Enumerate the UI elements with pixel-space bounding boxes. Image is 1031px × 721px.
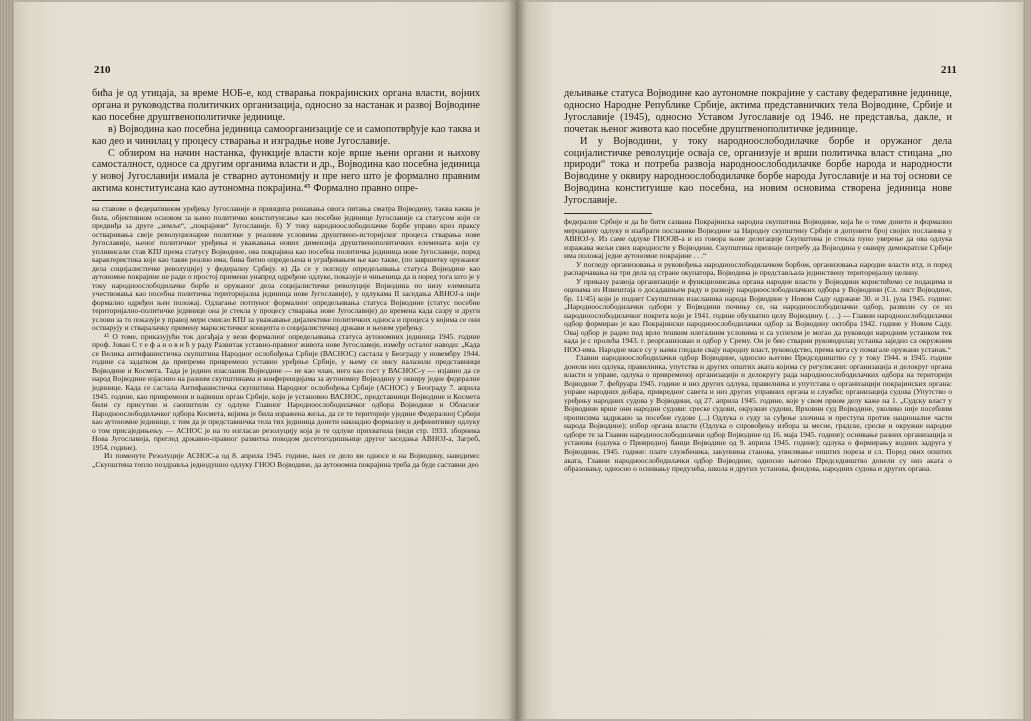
- footnote: У погледу организовања и руковођења народноослободилачком борбом, организовања народне власти итд. и поред распарчавања на три дела од стране окупатора, Војводина је представљала јединствену територијалну целину.: [564, 259, 952, 278]
- footnote-separator: [92, 200, 180, 201]
- paragraph: в) Војводина као посебна јединица самоорганизације се и самопотврђује као таква и као део и чинилац у процесу стварања и изградње нове Југославије.: [92, 123, 480, 147]
- book-gutter: [508, 0, 526, 721]
- text-column: [92, 88, 480, 469]
- paragraph: И у Војводини, у току народноослободилачке борбе и оружаног дела социјалистичке револуције освајa се, организује и врши политичка власт стицана „по природи“ тока и потреба развоја народноослободилачке борбе народа и народности Војводине у оквиру народноослободилачке борбе народа Југославије и на тој основи се Војводина конституише као посебна, на новим основима створена јединица нове Југославије.: [564, 135, 952, 207]
- footnotes: [92, 205, 480, 469]
- right-page: [516, 2, 1029, 719]
- footnote: федералне Србије и да ће бити сазвана Покрајинска народна скупштина Војводине, која ће о томе донети и формално меродавну одлуку и изабрати посланике Војводине за Народну скупштину Србије и допунити број својих посланика у АВНОЈ-у. Из саме одлуке ГНООВ-а и из говора њове делегације Скупштина је стекла пуно уверење да ова одлука изражава жељи свих народности у Војводини. Скупштина признаје потребу да Војводина у оквиру демократске Србије има положај једне аутономне покрајине . . .“: [564, 217, 952, 261]
- page-number: 211: [941, 64, 957, 76]
- paragraph: бића је од утицаја, за време НОБ-е, код стварања покрајинских органа власти, војних органа и руководства политичких организација, односно за настанак и развој Војводине као посебне друштвенополитичке јединице.: [92, 88, 480, 123]
- left-page: [0, 2, 516, 719]
- paragraph: дељивање статуса Војводине као аутономне покрајине у саставу федеративне јединице, односно Народне Републике Србије, актима представничких тела Војводине, Србије и Југославије (1945), односно Уставом Југославије од 1946. не представља, дакле, и почетак њеног живота као посебне друштвенополитичке јединице.: [564, 88, 952, 135]
- page-number: 210: [94, 64, 111, 76]
- footnote-separator: [564, 213, 652, 214]
- main-text: [564, 88, 952, 207]
- footnote: Из поменуте Резолуције АСНОС-а од 8. априла 1945. године, њих се дело ви односе и на Војводину, наводимо: „Скупштина топло поздравља једнодушно одлуку ГНОО Војводине, да аутономна покрајина треба да буде саставни део: [92, 451, 480, 469]
- page-edges-right: [1023, 0, 1031, 721]
- main-text: [92, 88, 480, 195]
- text-column: [564, 88, 952, 474]
- footnote: Главни народноослободилачки одбор Војводине, односно његово Председништво су у току 1944. и 1945. године донели низ одлука, правилника, упутства и других општих аката којима су регулисани: организација и делокруг органа власти и управе, одлука о привременој организацији и делокругу рада народноослободилачких одбора на територији Војводине 7. фебруара 1945. године и низ других одлука, правилника и упутстава о организацији покрајинских органа: управе народних добара, привредног савета и низ других управних органа и служби; организација судова (Упутство о уређењу народних судова у Војводини, од 27. априла 1945. године, које у свом првом делу каже на 1. „Судску власт у Војводини врше они народни судови: среске судови, окружни судови, Врховни суд Војводине, уколико није посебним прописима задржано за посебне судове (...) Одлука о суду за суђење злочина и преступа против националне части народа Војводине); избор органа власти (Одлука о спровођењу избора за месне, градске, среске и окружне народне одборе те за Главни народноослободилачки одбор Војводине од 16. маја 1945. године); оснивање разних организација и установа (одлука о Привредној банци Војводине од 9. априла 1945. године); одлука о формирању водних задруга у Војводини, 1945. године: плате службеника, закупнина станова, уписивање општих пореза и сл. Поред ових општих аката, Главни народноослободилачки одбор Војводине, односно његово Председништво донели су низ аката о образовању, односно о оснивању предузећа, школа и других установа, фондова, народних судова и других органа.: [564, 353, 952, 474]
- footnote: У приказу развоја организације и функционисања органа народне власти у Војводини користићемо се подацима и оценама из Извештаја о досадашњем раду и развоју народноослободилачких одбора у Војводини (Сл. лист Војводине, бр. 11/45) који је поднет Скупштини изасланика народа Војводине у Новом Саду одржане 30. и 31. јула 1945. године: „Народноослободилачки одбори у Војводини почињу се, на народноослободилачки одбор, развили су се из народноослободилачког покрета који је 1941. године обухватио целу Војводину. (. . .) — Главни народноослободилачки одбор формиран је као Покрајински народноослободилачки одбор за Војводину октобра 1942. године у Новом Саду. Овај одбор је радио под врло тешким илегалним условима и са успехом је могао да руководи народним устанком тек када је с пролећа 1943. г. реорганизован и одбор у Срему. Он је био стварни руководилац устанка заједно са окружним НОО-има. Народне масе су у њима гледале свају народну власт, руководство, према кога су помагале оружани устанак.“: [564, 276, 952, 354]
- footnote: ⁴⁵ О томе, приказујући ток догађаја у вези формалног опредељивања статуса аутономних јединица 1945. године проф. Јован С т е ф а н о в и ћ у раду Развитак уставно-правног живота нове Југославије, између осталог наводи: „Када се Велика антифашистичка скупштина Народног ослобођења Србије (ВАСНОС) састала у Београду у новембру 1944. године са задатком да припреми привремено уставно уређење Србије, у њему се нису налазили представници Војводине и Космета. Тада је једино изасланик Војводине — не као члан, него као гост у ВАСНОС-у — изјавио да се народ Војводине изјаснио на разним скупштинама и конференцијама за аутономну Војводину у оквиру једне федералне јединице. Када се састала Антифашистичка скупштина Народног ослобођења Србије (АСНОС) у Београду 7. априла 1945. године, као привремени и највиши орган Србије, који је установио ВАСНОС, представници Војводине и Космета били су присутни и саопштили су одлуке Главног Народноослободилачког одбора Војводине и Обласног Народноослободилачког одбора Космета, којима је била изражена жеља, да се те територије уједине Федералној Србији као аутономне јединице, с тим да је представничка тела тих јединица донети накнадно формалну и дефинитивну одлуку о том присаједињењу. — АСНОС је на то изгласао резолуцију која је те одлуке прихватила (види стр. 1933. зборника Нова Југославија, преглед државно-правног развитка поводом десетогодишњице другог заседања АВНОЈ-а, Загреб, 1954, године).: [92, 331, 480, 452]
- paragraph: С обзиром на начин настанка, функције власти које врше њени органи и њихову самосталност, односе са другим органима власти и др., Војводина као посебна јединица у новој Југославији имала је стварно аутономију и пре него што је формално правним актима конституисана као аутономна покрајина.⁴⁵ Формално правно опре-: [92, 147, 480, 195]
- footnote: на ставове о федеративном уређењу Југославије и принципа решавања овога питања сматра Војводину, таква каква је била, објективном основом за њено политичко конституисање као посебне јединице Југославије са статусом који се предвиђа за друге „земље“, „покрајине“ Југославије. б) У току народноослободилачке борбе управо кроз праксу остваривања свеје револуционарне политике у реалним условима друштвено-историјског процеса стварања нове Југославије, њеног политичког уређења и уважавања нових димензија друштвенополитичких елемената који су упливисали став КПЈ према статусу Војводине, ова покрајина као посебна политичка јединица нове Југославије, поред карактеристика које као такве реално има, бива битно опредељена и уграђивањем ње као такве, (по завршетку оружаног дела социјалистичке револуције) у федералну Србију. в) Да се у погледу опредељивања статуса Војводине као аутономне покрајине не ради о простој примени унапред одређене одлуке, показује и чињеница да и поред тога што је у току народноослободилачке борбе и оружаног дела социјалистичке револуције Војводина по низу елемената учествовања као посебна политичка територијална јединица нове Југославије), у одлукама II заседања АВНОЈ-а није формално одређен њен положај. Одлагање потпуног формалног опредељивања статуса Војводине (статус посебне територијално-политичке јединице она је стекла у процесу стварања нове Југославије) до времена када сазру и други услови за то показује у правој мери смисао КПЈ за уважавање дијалектике политичких односа и процеса у којима се они остварују и стваралачку примену марксистичког концепта о социјалистичкој држави и њеном уређењу.: [92, 204, 480, 333]
- page-edges-left: [0, 0, 14, 721]
- footnotes: [564, 218, 952, 473]
